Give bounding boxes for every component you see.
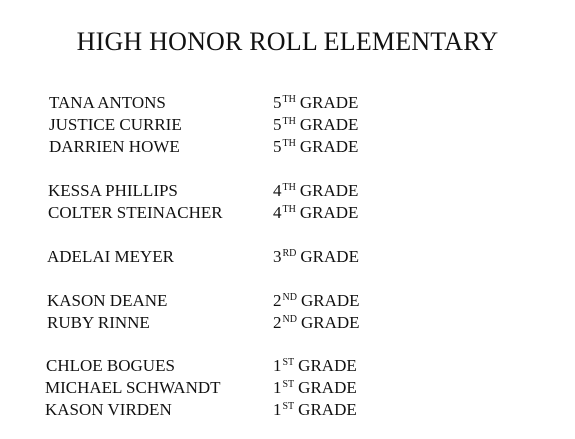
student-name: JUSTICE CURRIE: [49, 115, 182, 134]
grade-label: [273, 202, 358, 224]
grade-ordinal-suffix: TH: [282, 138, 296, 149]
grade-label: [273, 246, 359, 268]
grade-word: GRADE: [300, 291, 360, 310]
grade-ordinal-suffix: TH: [282, 94, 296, 105]
grade-label: [273, 399, 357, 421]
grade-ordinal-suffix: TH: [282, 182, 296, 193]
grade-word: GRADE: [298, 356, 357, 375]
grade-word: GRADE: [299, 181, 359, 200]
student-name: COLTER STEINACHER: [48, 203, 223, 222]
grade-number: 5: [273, 137, 282, 156]
grade-ordinal-suffix: RD: [282, 248, 297, 259]
grade-number: 4: [273, 203, 282, 222]
student-name: DARRIEN HOWE: [49, 137, 180, 156]
grade-number: 1: [273, 378, 282, 397]
grade-ordinal-suffix: ST: [282, 357, 295, 368]
grade-word: GRADE: [298, 378, 357, 397]
grade-word: GRADE: [299, 203, 359, 222]
grade-label: [273, 290, 360, 312]
grade-ordinal-suffix: ND: [282, 292, 297, 303]
student-name: CHLOE BOGUES: [46, 356, 175, 375]
student-name: MICHAEL SCHWANDT: [45, 378, 221, 397]
grade-label: [273, 377, 357, 399]
student-name: KESSA PHILLIPS: [48, 181, 178, 200]
grade-word: GRADE: [298, 400, 357, 419]
student-name: ADELAI MEYER: [47, 247, 175, 266]
grade-label: [273, 92, 358, 114]
grade-number: 5: [273, 93, 282, 112]
grade-word: GRADE: [299, 137, 359, 156]
student-name: KASON DEANE: [47, 291, 168, 310]
student-name: RUBY RINNE: [47, 313, 150, 332]
grade-word: GRADE: [299, 115, 359, 134]
grade-number: 2: [273, 291, 282, 310]
student-name: KASON VIRDEN: [45, 400, 172, 419]
grade-label: [273, 312, 360, 334]
grade-number: 1: [273, 400, 282, 419]
grade-ordinal-suffix: ST: [282, 379, 295, 390]
grade-label: [273, 355, 357, 377]
grade-word: GRADE: [300, 313, 360, 332]
grade-number: 3: [273, 247, 282, 266]
grade-ordinal-suffix: ND: [282, 314, 297, 325]
grade-ordinal-suffix: ST: [282, 401, 295, 412]
page-title: HIGH HONOR ROLL ELEMENTARY: [76, 27, 499, 56]
grade-ordinal-suffix: TH: [282, 116, 296, 127]
grade-number: 5: [273, 115, 282, 134]
grade-label: [273, 136, 358, 158]
grade-number: 1: [273, 356, 282, 375]
grade-label: [273, 180, 358, 202]
student-name: TANA ANTONS: [49, 93, 166, 112]
grade-label: [273, 114, 358, 136]
grade-word: GRADE: [300, 247, 359, 266]
grade-number: 4: [273, 181, 282, 200]
grade-ordinal-suffix: TH: [282, 204, 296, 215]
grade-word: GRADE: [299, 93, 359, 112]
grade-number: 2: [273, 313, 282, 332]
